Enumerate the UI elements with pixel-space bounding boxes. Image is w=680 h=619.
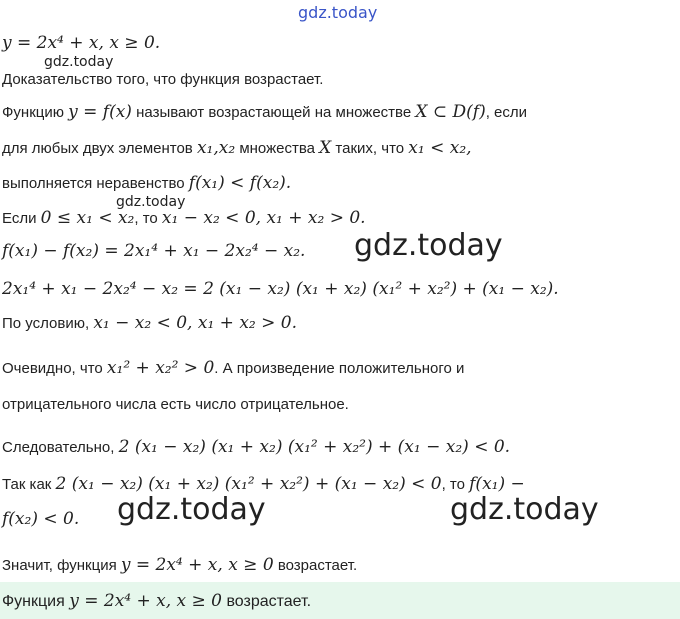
formula: f(x₁) < f(x₂). [188,173,292,193]
formula: x₁ < x₂, [408,138,472,158]
formula: x₁,x₂ [196,138,236,158]
formula: x₁ − x₂ < 0, x₁ + x₂ > 0. [161,208,366,228]
text: Функцию [2,104,69,121]
text: Значит, функция [2,557,121,574]
difference-line [2,241,305,262]
consequently-line [2,437,510,458]
product-note-line: отрицательного числа есть число отрицательное. [2,396,349,413]
text: Очевидно, что [2,360,107,377]
text: возрастает. [273,557,358,574]
formula: f(x₁) − f(x₂) = 2x₁⁴ + x₁ − 2x₂⁴ − x₂. [2,241,306,261]
obvious-line [2,358,464,379]
formula: y = f(x) [68,102,132,122]
formula: y = 2x⁴ + x, x ≥ 0. [2,33,161,53]
definition-line-2 [2,138,472,159]
text: Функция [2,593,70,610]
given-line [2,313,297,334]
factorization-line [2,279,559,300]
since-line-cont [2,509,79,530]
watermark-large-1: gdz.today [354,228,503,263]
function-definition [2,33,160,54]
formula: X [319,138,332,158]
conclusion-line [2,555,357,576]
text: таких, что [331,140,409,157]
definition-line-3 [2,173,291,194]
formula: f(x₂) < 0. [2,509,80,529]
text: выполняется неравенство [2,175,189,192]
formula: y = 2x⁴ + x, x ≥ 0 [120,555,274,575]
watermark-large-3: gdz.today [450,492,599,527]
condition-line [2,208,366,229]
watermark-small-1: gdz.today [44,54,114,70]
text: множества [235,140,320,157]
formula: 0 ≤ x₁ < x₂ [40,208,135,228]
text: называют возрастающей на множестве [131,104,416,121]
text: По условию, [2,315,94,332]
formula: x₁ − x₂ < 0, x₁ + x₂ > 0. [93,313,297,333]
watermark-small-2: gdz.today [116,194,186,210]
text: возрастает. [222,593,312,610]
formula: x₁² + x₂² > 0 [106,358,215,378]
watermark-top: gdz.today [298,3,378,22]
text: . А произведение положительного и [214,360,465,377]
formula: f(x₁) − [469,474,525,494]
formula: 2 (x₁ − x₂) (x₁ + x₂) (x₁² + x₂²) + (x₁ − x₂) < 0 [55,474,442,494]
proof-heading: Доказательство того, что функция возрастает. [2,71,324,88]
text: Следовательно, [2,439,119,456]
watermark-large-2: gdz.today [117,492,266,527]
formula: 2 (x₁ − x₂) (x₁ + x₂) (x₁² + x₂²) + (x₁ − x₂) < 0. [118,437,511,457]
text: для любых двух элементов [2,140,197,157]
text: , то [441,476,470,493]
formula: y = 2x⁴ + x, x ≥ 0 [69,591,222,611]
text: , если [485,104,528,121]
answer-line [2,591,311,612]
formula: 2x₁⁴ + x₁ − 2x₂⁴ − x₂ = 2 (x₁ − x₂) (x₁ + x₂) (x₁² + x₂²) + (x₁ − x₂). [2,279,559,299]
text: Так как [2,476,56,493]
text: Если [2,210,41,227]
definition-line-1 [2,102,527,123]
formula: X ⊂ D(f) [415,102,486,122]
answer-box [0,582,680,619]
text: , то [134,210,162,227]
